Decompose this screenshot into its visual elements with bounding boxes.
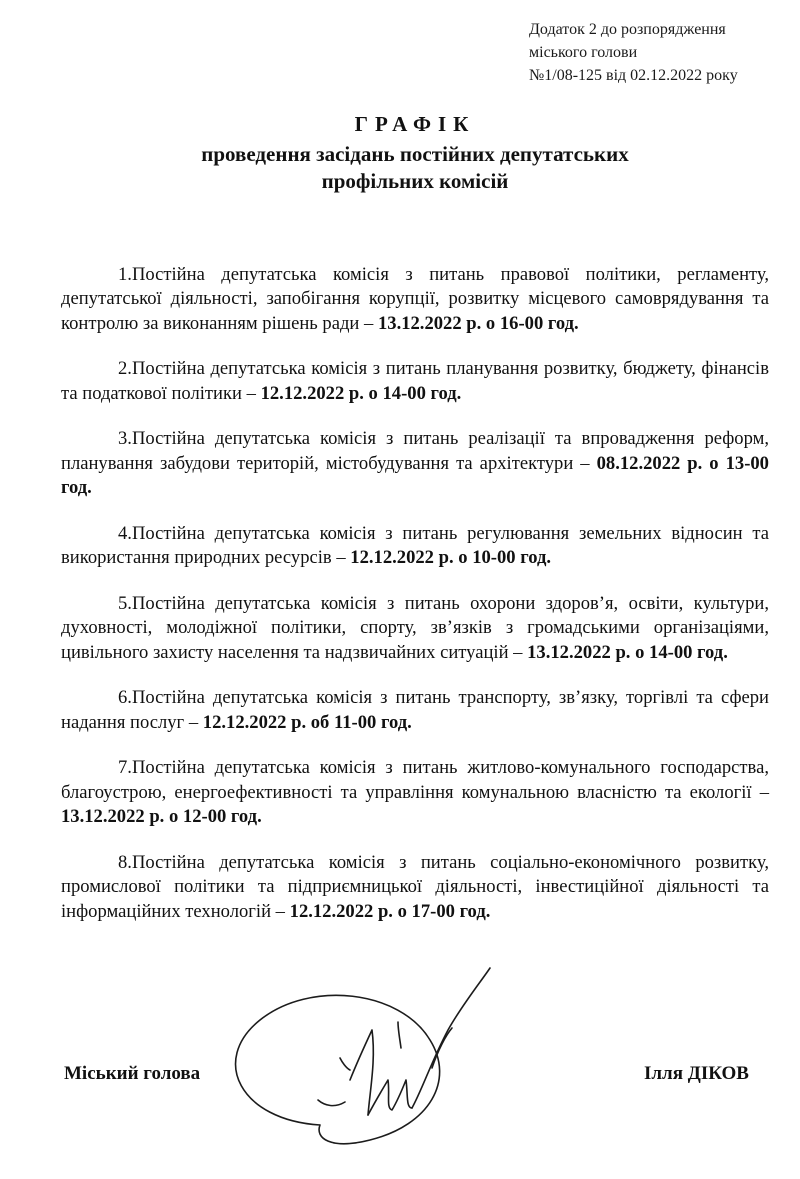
commission-item <box>61 592 769 666</box>
commission-item <box>61 851 769 925</box>
document-subtitle <box>0 141 800 195</box>
subtitle-line-2: профільних комісій <box>321 169 509 193</box>
commission-text: 1.Постійна депутатська комісія з питань правової політики, регламенту, депутатської діяльності, запобігання корупції, розвитку місцевого самоврядування та контролю за виконанням рішень ради – <box>61 263 769 334</box>
commission-text: 8.Постійна депутатська комісія з питань соціально-економічного розвитку, промислової політики та підприємницької діяльності, інвестиційної діяльності та інформаційних технологій – <box>61 851 769 922</box>
commission-item <box>61 686 769 735</box>
document-title: ГРАФІК <box>354 112 476 136</box>
commission-date: 12.12.2022 р. о 14-00 год. <box>260 382 462 404</box>
commission-text: 2.Постійна депутатська комісія з питань планування розвитку, бюджету, фінансів та податкової політики – <box>61 358 769 404</box>
appendix-note <box>529 18 789 87</box>
commission-date: 12.12.2022 р. о 10-00 год. <box>350 547 552 569</box>
commission-date: 08.12.2022 р. о 13-00 год. <box>61 452 769 499</box>
commission-list <box>61 244 769 945</box>
commission-date: 12.12.2022 р. об 11-00 год. <box>202 711 412 733</box>
commission-item <box>61 357 769 406</box>
commission-item <box>61 522 769 571</box>
commission-item <box>61 263 769 337</box>
appendix-line-1: Додаток 2 до розпорядження <box>529 21 726 38</box>
commission-date: 13.12.2022 р. о 12-00 год. <box>61 806 262 828</box>
commission-text: 4.Постійна депутатська комісія з питань регулювання земельних відносин та використання природних ресурсів – <box>61 522 769 569</box>
commission-text: 3.Постійна депутатська комісія з питань реалізації та впровадження реформ, планування забудови територій, містобудування та архітектури – <box>61 428 769 474</box>
handwritten-signature <box>200 950 520 1160</box>
signatory-position: Міський голова <box>64 1063 201 1084</box>
commission-item <box>61 427 769 501</box>
commission-text: 5.Постійна депутатська комісія з питань охорони здоров’я, освіти, культури, духовності, молодіжної політики, спорту, зв’язків з громадськими організаціями, цивільного захисту населення та надзвичайних ситуацій – <box>61 592 769 663</box>
commission-item <box>61 756 769 830</box>
commission-date: 12.12.2022 р. о 17-00 год. <box>289 900 491 922</box>
signatory-name: Ілля ДІКОВ <box>644 1063 749 1084</box>
commission-date: 13.12.2022 р. о 14-00 год. <box>527 641 728 663</box>
appendix-line-3: №1/08-125 від 02.12.2022 року <box>529 67 738 84</box>
commission-text: 6.Постійна депутатська комісія з питань транспорту, зв’язку, торгівлі та сфери надання послуг – <box>61 687 769 733</box>
commission-text: 7.Постійна депутатська комісія з питань житлово-комунального господарства, благоустрою, енергоефективності та управління комунальною власністю та екології – <box>61 757 769 803</box>
commission-date: 13.12.2022 р. о 16-00 год. <box>377 312 579 334</box>
appendix-line-2: міського голови <box>529 44 638 61</box>
subtitle-line-1: проведення засідань постійних депутатських <box>201 142 629 166</box>
